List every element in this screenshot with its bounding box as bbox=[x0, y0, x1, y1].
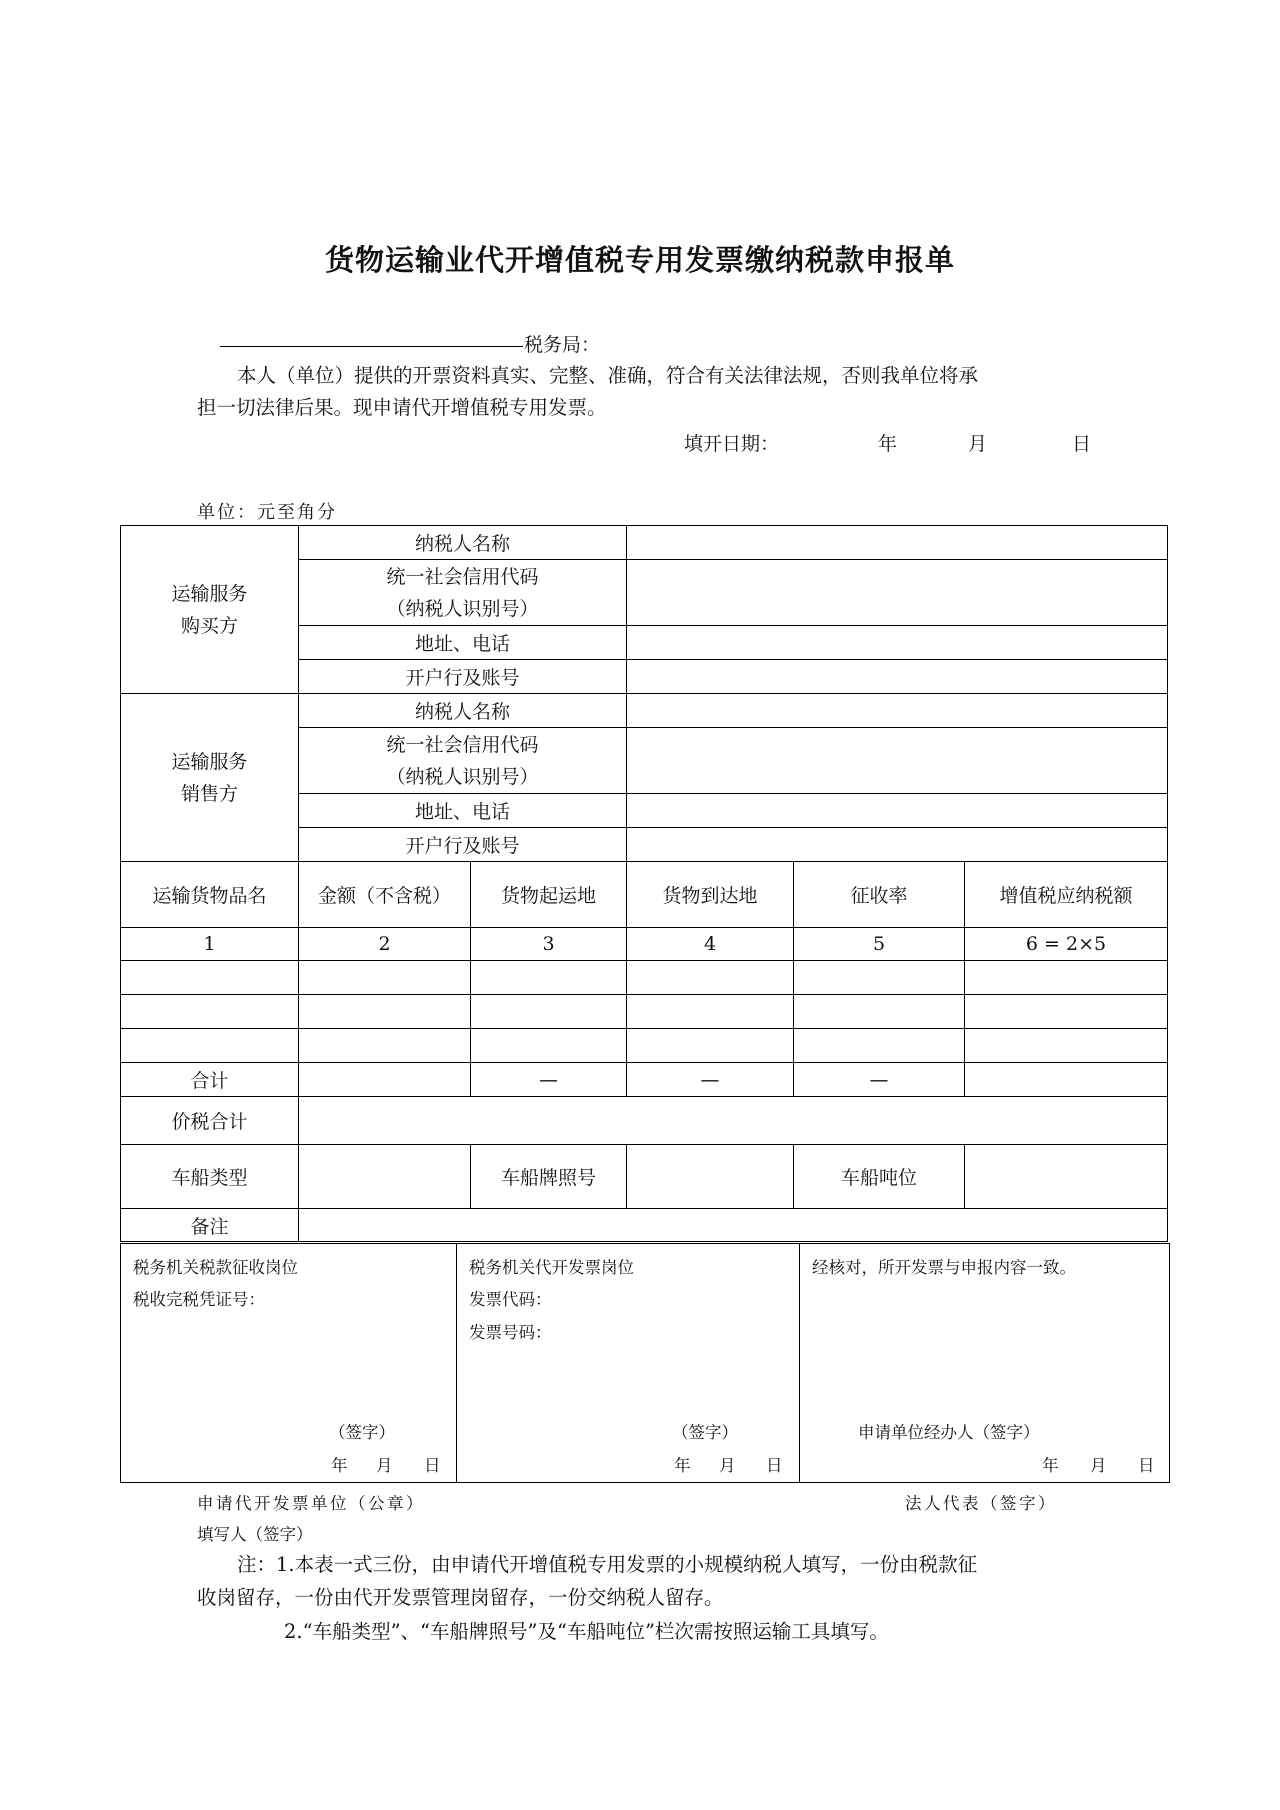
seller-taxpayer-name-label: 纳税人名称 bbox=[299, 694, 627, 728]
vehicle-tonnage-label: 车船吨位 bbox=[794, 1145, 965, 1209]
sign-date-year: 年 bbox=[674, 1456, 691, 1475]
filler-label: 填写人（签字） bbox=[197, 1525, 313, 1544]
tax-collection-cell[interactable] bbox=[121, 1244, 457, 1483]
vehicle-plate-label: 车船牌照号 bbox=[471, 1145, 627, 1209]
note-1-line-1: 注：1.本表一式三份，由申请代开增值税专用发票的小规模纳税人填写，一份由税款征 bbox=[237, 1553, 978, 1576]
goods-cell[interactable] bbox=[794, 961, 965, 995]
sign-date-day: 日 bbox=[1138, 1456, 1155, 1475]
unit-label: 单位：元至角分 bbox=[197, 502, 337, 523]
tax-collection-title: 税务机关税款征收岗位 bbox=[133, 1258, 298, 1277]
seller-address-phone-label: 地址、电话 bbox=[299, 794, 627, 828]
goods-cell[interactable] bbox=[121, 961, 299, 995]
fill-date-day[interactable]: 日 bbox=[1072, 433, 1092, 455]
table-row bbox=[121, 961, 1168, 995]
total-label: 合计 bbox=[121, 1063, 299, 1097]
header-origin: 货物起运地 bbox=[471, 862, 627, 928]
legal-rep-label: 法人代表（签字） bbox=[905, 1494, 1057, 1513]
goods-cell[interactable] bbox=[794, 1029, 965, 1063]
vehicle-plate-field[interactable] bbox=[627, 1145, 794, 1209]
index-cell: 2 bbox=[299, 928, 471, 961]
price-tax-total-field[interactable] bbox=[299, 1097, 1168, 1145]
seller-credit-code-field[interactable] bbox=[627, 728, 1168, 794]
note-2: 2.“车船类型”、“车船牌照号”及“车船吨位”栏次需按照运输工具填写。 bbox=[284, 1620, 889, 1643]
index-cell: 6 = 2×5 bbox=[965, 928, 1168, 961]
buyer-taxpayer-name-field[interactable] bbox=[627, 526, 1168, 560]
seller-group-label-line-2: 销售方 bbox=[180, 782, 238, 805]
total-dash: — bbox=[471, 1063, 627, 1097]
seller-taxpayer-name-field[interactable] bbox=[627, 694, 1168, 728]
sign-date-year: 年 bbox=[331, 1456, 348, 1475]
declaration-line-2: 担一切法律后果。现申请代开增值税专用发票。 bbox=[197, 396, 607, 419]
applicant-signature-label: 申请单位经办人（签字） bbox=[858, 1423, 1040, 1442]
buyer-credit-code-field[interactable] bbox=[627, 560, 1168, 626]
goods-cell[interactable] bbox=[471, 995, 627, 1029]
signature-table bbox=[120, 1243, 1170, 1483]
buyer-group-label bbox=[121, 526, 299, 694]
vehicle-tonnage-field[interactable] bbox=[965, 1145, 1168, 1209]
total-dash: — bbox=[627, 1063, 794, 1097]
goods-cell[interactable] bbox=[794, 995, 965, 1029]
seller-group-label bbox=[121, 694, 299, 862]
buyer-credit-code-label-line-2: （纳税人识别号） bbox=[386, 597, 539, 620]
buyer-group-label-line-2: 购买方 bbox=[180, 614, 238, 637]
index-cell: 5 bbox=[794, 928, 965, 961]
signature-label: （签字） bbox=[329, 1423, 395, 1442]
signature-label: （签字） bbox=[672, 1423, 738, 1442]
goods-cell[interactable] bbox=[965, 961, 1168, 995]
price-tax-total-label: 价税合计 bbox=[121, 1097, 299, 1145]
verification-statement: 经核对，所开发票与申报内容一致。 bbox=[812, 1258, 1076, 1277]
goods-cell[interactable] bbox=[299, 1029, 471, 1063]
seller-bank-account-label: 开户行及账号 bbox=[299, 828, 627, 862]
applicant-seal-label: 申请代开发票单位（公章） bbox=[197, 1494, 425, 1513]
table-row bbox=[121, 995, 1168, 1029]
seller-credit-code-label-line-2: （纳税人识别号） bbox=[386, 765, 539, 788]
goods-cell[interactable] bbox=[121, 995, 299, 1029]
buyer-credit-code-label bbox=[299, 560, 627, 626]
index-cell: 4 bbox=[627, 928, 794, 961]
invoice-issuing-cell[interactable] bbox=[457, 1244, 800, 1483]
remarks-label: 备注 bbox=[121, 1209, 299, 1242]
vehicle-type-field[interactable] bbox=[299, 1145, 471, 1209]
buyer-bank-account-field[interactable] bbox=[627, 660, 1168, 694]
header-vat-payable: 增值税应纳税额 bbox=[965, 862, 1168, 928]
tax-bureau-name-field[interactable] bbox=[220, 346, 523, 347]
seller-credit-code-label bbox=[299, 728, 627, 794]
total-amount-field[interactable] bbox=[299, 1063, 471, 1097]
sign-date-month: 月 bbox=[1090, 1456, 1107, 1475]
sign-date-day: 日 bbox=[766, 1456, 783, 1475]
buyer-credit-code-label-line-1: 统一社会信用代码 bbox=[386, 565, 539, 588]
sign-date-month: 月 bbox=[719, 1456, 736, 1475]
total-vat-field[interactable] bbox=[965, 1063, 1168, 1097]
goods-cell[interactable] bbox=[627, 1029, 794, 1063]
note-1-line-2: 收岗留存，一份由代开发票管理岗留存，一份交纳税人留存。 bbox=[197, 1586, 724, 1609]
seller-address-phone-field[interactable] bbox=[627, 794, 1168, 828]
header-goods-name: 运输货物品名 bbox=[121, 862, 299, 928]
header-rate: 征收率 bbox=[794, 862, 965, 928]
header-destination: 货物到达地 bbox=[627, 862, 794, 928]
goods-cell[interactable] bbox=[299, 995, 471, 1029]
buyer-address-phone-label: 地址、电话 bbox=[299, 626, 627, 660]
sign-date-day: 日 bbox=[424, 1456, 441, 1475]
vehicle-type-label: 车船类型 bbox=[121, 1145, 299, 1209]
invoice-issuing-title: 税务机关代开发票岗位 bbox=[469, 1258, 634, 1277]
buyer-address-phone-field[interactable] bbox=[627, 626, 1168, 660]
sign-date-year: 年 bbox=[1042, 1456, 1059, 1475]
goods-cell[interactable] bbox=[471, 961, 627, 995]
seller-group-label-line-1: 运输服务 bbox=[171, 750, 248, 773]
seller-credit-code-label-line-1: 统一社会信用代码 bbox=[386, 733, 539, 756]
index-cell: 1 bbox=[121, 928, 299, 961]
index-cell: 3 bbox=[471, 928, 627, 961]
goods-cell[interactable] bbox=[121, 1029, 299, 1063]
table-row bbox=[121, 1029, 1168, 1063]
declaration-line-1: 本人（单位）提供的开票资料真实、完整、准确，符合有关法律法规，否则我单位将承 bbox=[237, 364, 979, 387]
invoice-code-label: 发票代码： bbox=[469, 1290, 552, 1309]
goods-cell[interactable] bbox=[471, 1029, 627, 1063]
fill-date-year[interactable]: 年 bbox=[878, 433, 898, 455]
fill-date-label: 填开日期： bbox=[684, 433, 780, 455]
sign-date-month: 月 bbox=[376, 1456, 393, 1475]
goods-cell[interactable] bbox=[627, 995, 794, 1029]
verification-cell[interactable] bbox=[800, 1244, 1170, 1483]
buyer-bank-account-label: 开户行及账号 bbox=[299, 660, 627, 694]
seller-bank-account-field[interactable] bbox=[627, 828, 1168, 862]
goods-cell[interactable] bbox=[965, 1029, 1168, 1063]
goods-cell[interactable] bbox=[627, 961, 794, 995]
invoice-number-label: 发票号码： bbox=[469, 1323, 552, 1342]
total-dash: — bbox=[794, 1063, 965, 1097]
remarks-field[interactable] bbox=[299, 1209, 1168, 1242]
tax-bureau-suffix: 税务局： bbox=[524, 334, 601, 356]
declaration-table bbox=[120, 525, 1168, 1242]
page-title: 货物运输业代开增值税专用发票缴纳税款申报单 bbox=[324, 243, 955, 277]
fill-date-month[interactable]: 月 bbox=[968, 433, 988, 455]
goods-cell[interactable] bbox=[965, 995, 1168, 1029]
buyer-group-label-line-1: 运输服务 bbox=[171, 582, 248, 605]
goods-cell[interactable] bbox=[299, 961, 471, 995]
tax-certificate-label: 税收完税凭证号： bbox=[133, 1290, 265, 1309]
buyer-taxpayer-name-label: 纳税人名称 bbox=[299, 526, 627, 560]
header-amount: 金额（不含税） bbox=[299, 862, 471, 928]
